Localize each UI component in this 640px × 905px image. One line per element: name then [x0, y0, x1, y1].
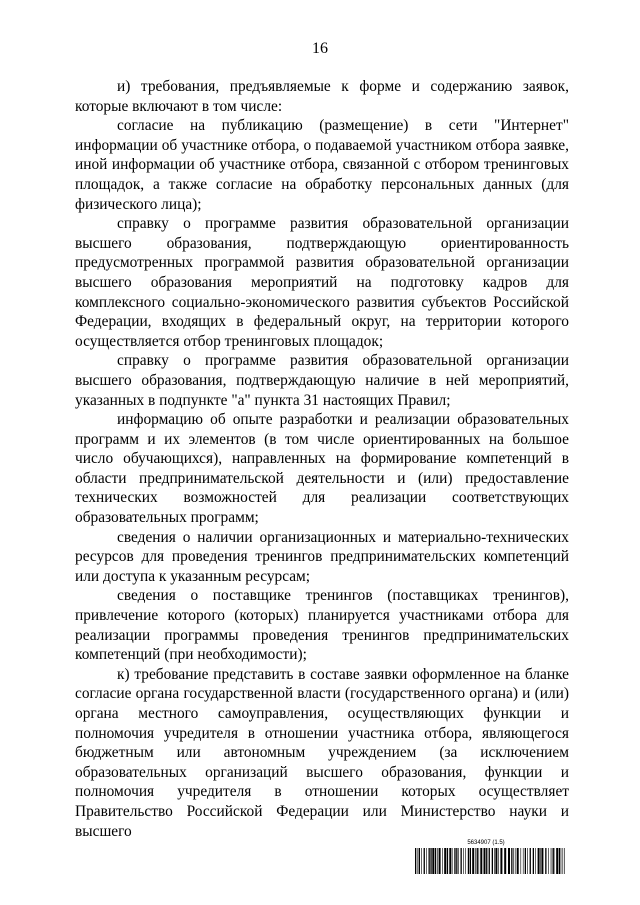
paragraph-training-supplier-info: сведения о поставщике тренингов (поставщиках тренингов), привлечение которого (которых) планируется участниками отбора для реализации программы проведения тренингов предпринимательских компетенций (при необходимости); [75, 587, 569, 664]
paragraph-publication-consent: согласие на публикацию (размещение) в сети "Интернет" информации об участнике отбора, о подаваемой участником отбора заявке, иной информации об участнике отбора, связанной с отбором тренинговых площадок, а также согласие на обработку персональных данных (для физического лица); [75, 117, 569, 213]
barcode-block [415, 840, 567, 874]
barcode-image [415, 848, 567, 874]
barcode-label: 5634907 (1.5) [467, 840, 505, 846]
paragraph-founder-consent: к) требование представить в составе заявки оформленное на бланке согласие органа государственной власти (государственного органа) и (или) органа местного самоуправления, осуществляющих функции и полномочия учредителя в отношении участника отбора, являющегося бюджетным или автономным учреждением (за исключением образовательных организаций высшего образования, функции и полномочия учредителя в отношении которых осуществляет Правительство Российской Федерации или Министерство науки и высшего [75, 665, 569, 840]
paragraph-development-program-reference: справку о программе развития образовательной организации высшего образования, подтверждающую ориентированность предусмотренных программой развития образовательной организации высшего образования мероприятий на подготовку кадров для комплексного социально-экономического развития субъектов Российской Федерации, входящих в федеральный округ, на территории которого осуществляется отбор тренинговых площадок; [75, 215, 569, 350]
paragraph-resources-info: сведения о наличии организационных и материально-технических ресурсов для проведения тренингов предпринимательских компетенций или доступа к указанным ресурсам; [75, 528, 569, 585]
page-number: 16 [312, 40, 328, 57]
paragraph-activities-reference: справку о программе развития образовательной организации высшего образования, подтверждающую наличие в ней мероприятий, указанных в подпункте "а" пункта 31 настоящих Правил; [75, 352, 569, 409]
document-body [75, 77, 569, 841]
paragraph-requirements-intro: и) требования, предъявляемые к форме и содержанию заявок, которые включают в том числе: [75, 78, 569, 115]
paragraph-experience-info: информацию об опыте разработки и реализации образовательных программ и их элементов (в том числе ориентированных на большое число обучающихся), направленных на формирование компетенций в области предпринимательской деятельности и (или) предоставление технических возможностей для реализации соответствующих образовательных программ; [75, 411, 569, 527]
